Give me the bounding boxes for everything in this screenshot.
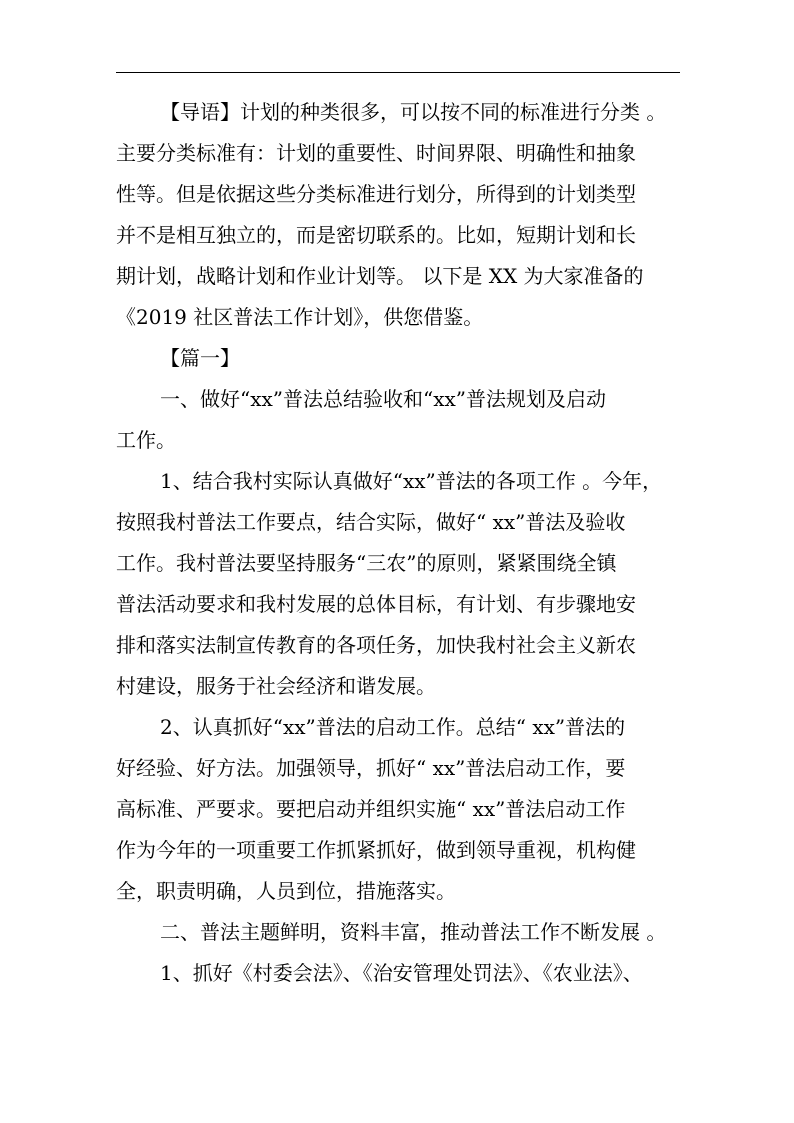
paragraph-line: 1、抓好《村委会法》、《治安管理处罚法》、《农业法》、 [160, 961, 643, 985]
paragraph-line: 2、认真抓好“xx”普法的启动工作。总结“ xx”普法的 [160, 715, 626, 739]
intro-line: 《2019 社区普法工作计划》，供您借鉴。 [116, 305, 484, 329]
paragraph-line: 高标准、严要求。要把启动并组织实施“ xx”普法启动工作 [116, 797, 626, 821]
paragraph-line: 作为今年的一项重要工作抓紧抓好，做到领导重视，机构健 [116, 838, 636, 862]
section-heading: 【篇一】 [160, 346, 240, 370]
paragraph-line: 普法活动要求和我村发展的总体目标，有计划、有步骤地安 [116, 592, 636, 616]
header-rule [116, 72, 680, 73]
intro-line: 并不是相互独立的，而是密切联系的。比如，短期计划和长 [116, 223, 636, 247]
heading-two: 二、普法主题鲜明，资料丰富，推动普法工作不断发展 。 [160, 920, 667, 944]
paragraph-line: 工作。我村普法要坚持服务“三农”的原则，紧紧围绕全镇 [116, 551, 617, 575]
paragraph-line: 好经验、好方法。加强领导，抓好“ xx”普法启动工作，要 [116, 756, 626, 780]
heading-one: 一、做好“xx”普法总结验收和“xx”普法规划及启动 [160, 387, 607, 411]
heading-one-continued: 工作。 [116, 428, 176, 452]
intro-line: 期计划，战略计划和作业计划等。 以下是 XX 为大家准备的 [116, 264, 644, 288]
intro-line: 性等。但是依据这些分类标准进行划分，所得到的计划类型 [116, 182, 636, 206]
paragraph-line: 村建设，服务于社会经济和谐发展。 [116, 674, 436, 698]
intro-line: 主要分类标准有：计划的重要性、时间界限、明确性和抽象 [116, 141, 636, 165]
paragraph-line: 1、结合我村实际认真做好“xx”普法的各项工作 。今年， [160, 469, 663, 493]
paragraph-line: 排和落实法制宣传教育的各项任务，加快我村社会主义新农 [116, 633, 636, 657]
intro-line: 【导语】计划的种类很多，可以按不同的标准进行分类 。 [160, 100, 667, 124]
document-body [116, 92, 680, 994]
paragraph-line: 全，职责明确，人员到位，措施落实。 [116, 879, 456, 903]
paragraph-line: 按照我村普法工作要点，结合实际，做好“ xx”普法及验收 [116, 510, 626, 534]
